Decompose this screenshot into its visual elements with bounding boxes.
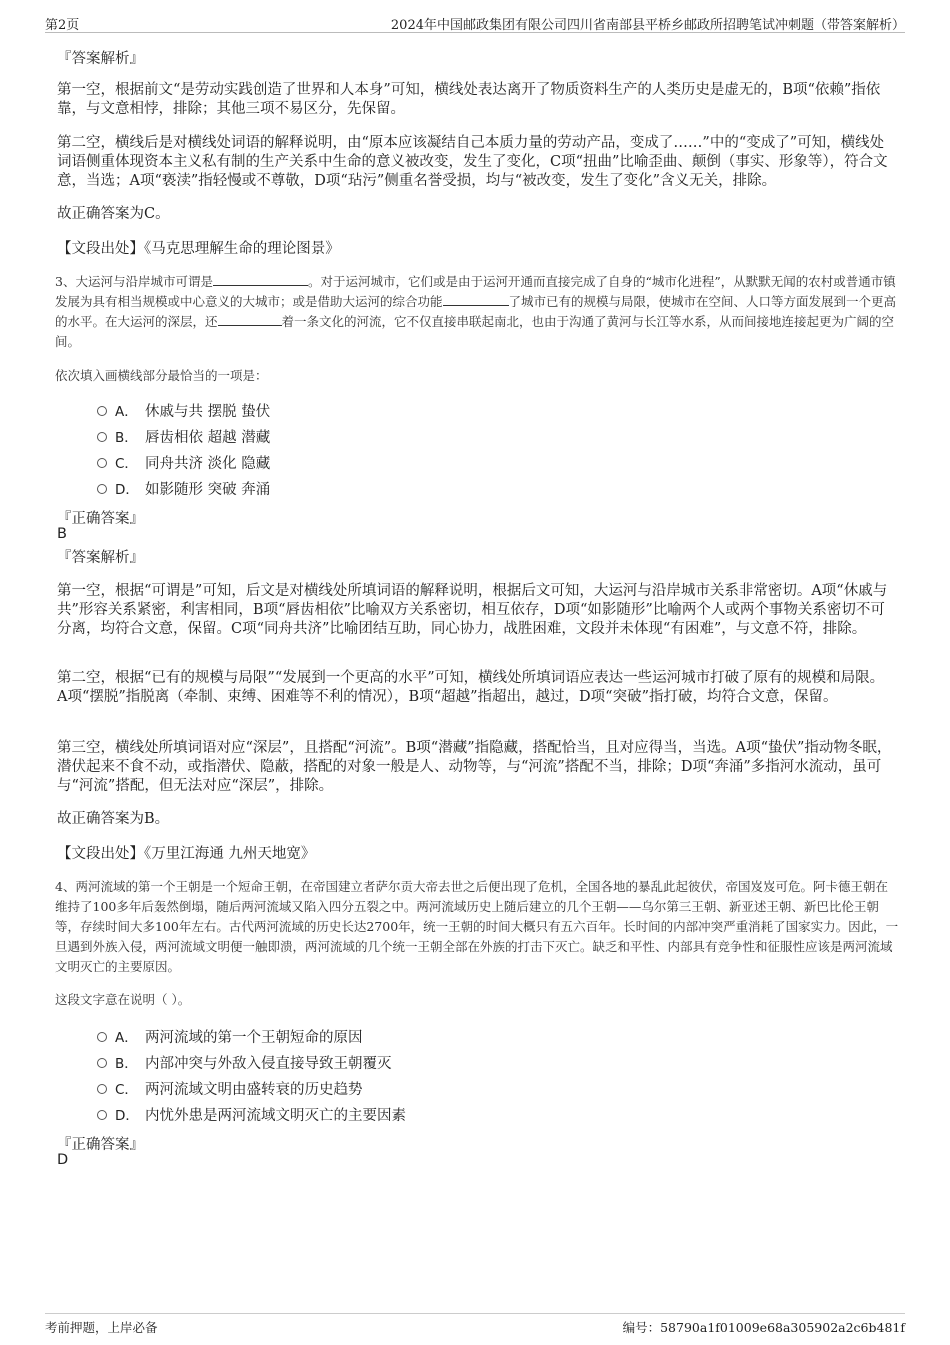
- page-header: [45, 12, 905, 33]
- page-number: 第2页: [45, 18, 80, 33]
- q4-option-c[interactable]: C． 两河流域文明由盛转衰的历史趋势: [97, 1078, 363, 1098]
- q4-correct-value: D: [57, 1152, 69, 1168]
- q3-analysis-para3: 第三空，横线处所填词语对应“深层”，且搭配“河流”。B项“潜藏”指隐藏，搭配恰当，且对应得当，当选。A项“蛰伏”指动物冬眠，潜伏起来不食不动，或指潜伏、隐蔽，搭配的对象一般是人、动物等，与“河流”搭配不当，排除；D项“奔涌”多指河水流动，虽可与“河流”搭配，但无法对应“深层”，排除。: [57, 740, 892, 794]
- radio-icon[interactable]: [97, 432, 107, 442]
- q3-analysis-para2: 第二空，根据“已有的规模与局限”“发展到一个更高的水平”可知，横线处所填词语应表达一些运河城市打破了原有的规模和局限。A项“摆脱”指脱离（牵制、束缚、困难等不利的情况），B项“超越”指超出，越过，D项“突破”指打破，均符合文意，保留。: [57, 670, 885, 705]
- footer-slogan: 考前押题，上岸必备: [45, 1320, 158, 1335]
- q3-blank-3: [218, 313, 282, 326]
- radio-icon[interactable]: [97, 406, 107, 416]
- radio-icon[interactable]: [97, 1110, 107, 1120]
- q3-analysis-label: 『答案解析』: [57, 550, 144, 566]
- radio-icon[interactable]: [97, 1084, 107, 1094]
- q2-source: 【文段出处】《马克思理解生命的理论图景》: [57, 241, 340, 257]
- q2-conclusion: 故正确答案为C。: [57, 206, 170, 222]
- q2-analysis-para2: 第二空，横线后是对横线处词语的解释说明，由“原本应该凝结自己本质力量的劳动产品，变成了……”中的“变成了”可知，横线处词语侧重体现资本主义私有制的生产关系中生命的意义被改变，发生了变化，C项“扭曲”比喻歪曲、颠倒（事实、形象等），符合文意，当选；A项“亵渎”指轻慢或不尊敬，D项“玷污”侧重名誉受损，均与“被改变，发生了变化”含义无关，排除。: [57, 135, 888, 189]
- q3-source: 【文段出处】《万里江海通 九州天地宽》: [57, 846, 316, 862]
- q3-conclusion: 故正确答案为B。: [57, 811, 170, 827]
- document-title: 2024年中国邮政集团有限公司四川省南部县平桥乡邮政所招聘笔试冲刺题（带答案解析）: [390, 18, 905, 33]
- q3-analysis-para1: 第一空，根据“可谓是”可知，后文是对横线处所填词语的解释说明，根据后文可知，大运河与沿岸城市关系非常密切。A项“休戚与共”形容关系紧密，利害相同，B项“唇齿相依”比喻双方关系密切，相互依存，D项“如影随形”比喻两个人或两个事物关系密切不可分离，均符合文意，保留。C项“同舟共济”比喻团结互助，同心协力，战胜困难，文段并未体现“有困难”，与文意不符，排除。: [57, 583, 888, 637]
- q3-option-b[interactable]: B． 唇齿相依 超越 潜藏: [97, 426, 270, 446]
- q3-correct-value: B: [57, 526, 67, 542]
- q3-option-c[interactable]: C． 同舟共济 淡化 隐藏: [97, 452, 270, 472]
- q3-prompt: 依次填入画横线部分最恰当的一项是：: [55, 368, 268, 383]
- q3-blank-2: [443, 293, 509, 306]
- q4-option-b[interactable]: B． 内部冲突与外敌入侵直接导致王朝覆灭: [97, 1052, 392, 1072]
- q3-correct-label: 『正确答案』: [57, 511, 144, 527]
- q4-question-text: 4、两河流域的第一个王朝是一个短命王朝，在帝国建立者萨尔贡大帝去世之后便出现了危机，全国各地的暴乱此起彼伏，帝国岌岌可危。阿卡德王朝在维持了100多年后轰然倒塌，随后两河流域又陷入四分五裂之中。两河流域历史上随后建立的几个王朝——乌尔第三王朝、新亚述王朝、新巴比伦王朝等，存续时间大多100年左右。古代两河流域的历史长达2700年，统一王朝的时间大概只有五六百年。长时间的内部冲突严重消耗了国家实力。因此，一旦遇到外族入侵，两河流域文明便一触即溃，两河流域的几个统一王朝全部在外族的打击下灭亡。缺乏和平性、内部具有竞争性和征服性应该是两河流域文明灭亡的主要原因。: [55, 879, 899, 974]
- q3-option-a[interactable]: A． 休戚与共 摆脱 蛰伏: [97, 400, 270, 420]
- radio-icon[interactable]: [97, 458, 107, 468]
- q4-prompt: 这段文字意在说明（ ）。: [55, 992, 191, 1007]
- q3-option-d[interactable]: D． 如影随形 突破 奔涌: [97, 478, 270, 498]
- q4-option-d[interactable]: D． 内忧外患是两河流域文明灭亡的主要因素: [97, 1104, 406, 1124]
- q3-question-text: 3、大运河与沿岸城市可谓是 。对于运河城市，它们或是由于运河开通而直接完成了自身的“城市化进程”，从默默无闻的农村或普通市镇发展为具有相当规模或中心意义的大城市；或是借助大运河的综合功能 了城市已有的规模与局限，使城市在空间、人口等方面发展到一个更高的水平。在大运河的深层，还 着一条文化的河流，它不仅直接串联起南北，也由于沟通了黄河与长江等水系，从而间接地连接起更为广阔的空间。: [55, 274, 897, 349]
- radio-icon[interactable]: [97, 1032, 107, 1042]
- q4-correct-label: 『正确答案』: [57, 1137, 144, 1153]
- radio-icon[interactable]: [97, 484, 107, 494]
- q3-blank-1: [213, 273, 308, 286]
- document-id: 编号：58790a1f01009e68a305902a2c6b481f: [622, 1320, 905, 1335]
- q2-analysis-label: 『答案解析』: [57, 51, 144, 67]
- radio-icon[interactable]: [97, 1058, 107, 1068]
- q4-option-a[interactable]: A． 两河流域的第一个王朝短命的原因: [97, 1026, 363, 1046]
- page-footer: [45, 1313, 905, 1336]
- q2-analysis-para1: 第一空，根据前文“是劳动实践创造了世界和人本身”可知，横线处表达离开了物质资料生产的人类历史是虚无的，B项“依赖”指依靠，与文意相悖，排除；其他三项不易区分，先保留。: [57, 82, 881, 117]
